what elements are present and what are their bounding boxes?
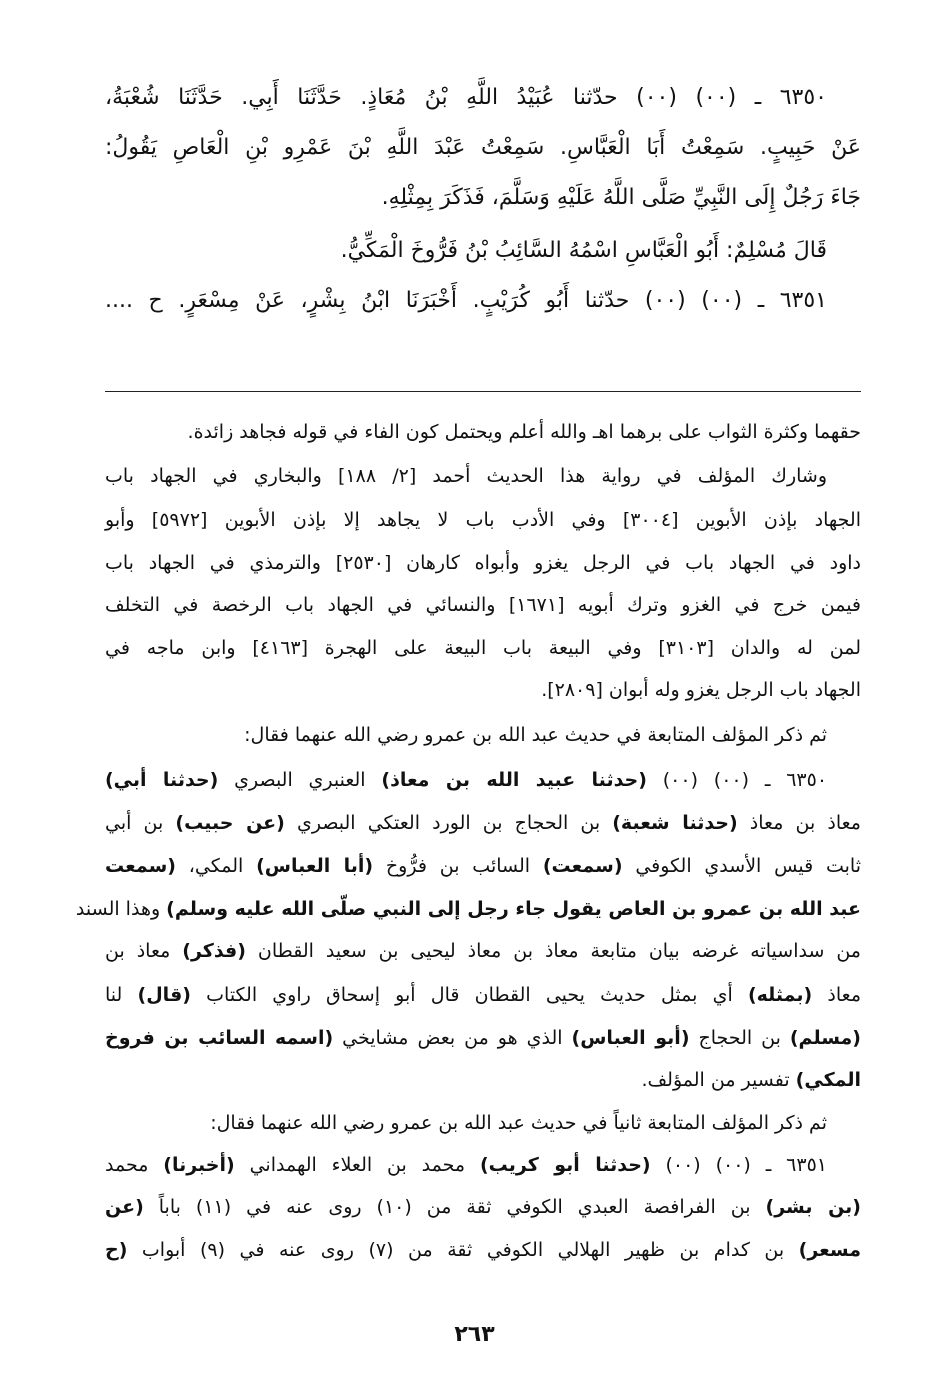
sharh-line [105, 457, 861, 495]
bold-quote-segment: (أخبرنا) [163, 1154, 235, 1176]
bold-quote-segment: (قال) [137, 984, 191, 1006]
bold-quote-segment: (حدثنا عبيد الله بن معاذ) [381, 769, 647, 791]
bold-quote-segment: (اسمه السائب بن فروخ [105, 1027, 334, 1049]
bold-quote-segment: (أبو العباس) [571, 1027, 690, 1049]
text-segment: ٦٣٥١ ـ (٠٠) (٠٠) حدّثنا أَبُو كُرَيْبٍ. أَخْبَرَنَا ابْنُ بِشْرٍ، عَنْ مِسْعَرٍ. ح .... [105, 288, 827, 313]
text-segment: معاذ بن معاذ [737, 812, 861, 834]
bold-quote-segment: (أبا العباس) [256, 855, 374, 877]
text-segment: لمن له والدان [٣١٠٣] وفي البيعة باب البيعة على الهجرة [٤١٦٣] وابن ماجه في [105, 637, 861, 659]
bold-quote-segment: (ح [105, 1239, 128, 1261]
sharh-line [105, 671, 861, 709]
text-segment: معاذ [812, 984, 862, 1006]
bold-quote-segment: (بمثله) [747, 984, 813, 1006]
sharh-line [105, 761, 861, 799]
text-segment: وهذا السند [75, 898, 167, 920]
page-number: ٢٦٣ [454, 1322, 495, 1347]
matn-line [105, 231, 861, 271]
bold-quote-segment: (عن حبيب) [175, 812, 285, 834]
sharh-line [75, 890, 861, 928]
text-segment: حقهما وكثرة الثواب على برهما اهـ والله أعلم ويحتمل كون الفاء في قوله فجاهد زائدة. [187, 421, 861, 443]
text-segment: قَالَ مُسْلِمٌ: أَبُو الْعَبَّاسِ اسْمُهُ السَّائِبُ بْنُ فَرُّوخَ الْمَكِّيُّ. [340, 238, 827, 263]
text-segment: بن الحجاج [689, 1027, 790, 1049]
text-segment: ثم ذكر المؤلف المتابعة في حديث عبد الله بن عمرو رضي الله عنهما فقال: [244, 724, 827, 746]
text-segment: لنا [105, 984, 138, 1006]
bold-quote-segment: (سمعت) [542, 855, 623, 877]
text-segment: ٦٣٥٠ ـ (٠٠) (٠٠) [646, 769, 828, 791]
sharh-line [105, 413, 861, 451]
text-segment: وشارك المؤلف في رواية هذا الحديث أحمد [٢/ ١٨٨] والبخاري في الجهاد باب [105, 465, 827, 487]
bold-quote-segment: (حدثنا شعبة) [612, 812, 738, 834]
matn-line [105, 128, 861, 168]
text-segment: تفسير من المؤلف. [641, 1069, 796, 1091]
text-segment: فيمن خرج في الغزو وترك أبويه [١٦٧١] والنسائي في الجهاد باب الرخصة في التخلف [105, 594, 862, 616]
sharh-line [105, 586, 861, 624]
text-segment: ثابت قيس الأسدي الكوفي [622, 855, 861, 877]
footnote-divider [105, 391, 861, 392]
sharh-line [105, 804, 861, 842]
bold-quote-segment: مسعر) [798, 1239, 861, 1261]
text-segment: من سداسياته غرضه بيان متابعة معاذ بن معاذ ليحيى بن سعيد القطان [245, 940, 861, 962]
text-segment: بن الحجاج بن الورد العتكي البصري [284, 812, 613, 834]
bold-quote-segment: المكي) [795, 1069, 861, 1091]
bold-quote-segment: (حدثنا أبو كريب) [479, 1154, 651, 1176]
text-segment: أي بمثل حديث يحيى القطان قال أبو إسحاق راوي الكتاب [190, 984, 748, 1006]
text-segment: محمد [105, 1154, 164, 1176]
bold-quote-segment: (فذكر) [182, 940, 246, 962]
bold-quote-segment: (حدثنا أبي) [105, 769, 219, 791]
sharh-line [105, 847, 861, 885]
matn-line [105, 281, 861, 321]
text-segment: ٦٣٥١ ـ (٠٠) (٠٠) [650, 1154, 827, 1176]
bold-quote-segment: (عن [105, 1196, 144, 1218]
matn-line [105, 178, 861, 218]
sharh-line [105, 629, 861, 667]
text-segment: ثم ذكر المؤلف المتابعة ثانياً في حديث عبد الله بن عمرو رضي الله عنهما فقال: [210, 1112, 827, 1134]
bold-quote-segment: (مسلم) [789, 1027, 861, 1049]
sharh-line [105, 544, 861, 582]
text-segment: جَاءَ رَجُلٌ إِلَى النَّبِيِّ صَلَّى اللَّهُ عَلَيْهِ وَسَلَّمَ، فَذَكَرَ بِمِثْلِهِ. [381, 185, 861, 210]
bold-quote-segment: عبد الله بن عمرو بن العاص يقول جاء رجل إلى النبي صلّى الله عليه وسلم) [166, 898, 861, 920]
text-segment: بن كدام بن ظهير الهلالي الكوفي ثقة من (٧) روى عنه في (٩) أبواب [127, 1239, 799, 1261]
text-segment: المكي، [175, 855, 257, 877]
text-segment: الذي هو من بعض مشايخي [333, 1027, 572, 1049]
sharh-line [105, 1104, 861, 1142]
text-segment: داود في الجهاد باب في الرجل يغزو وأبواه كارهان [٢٥٣٠] والترمذي في الجهاد باب [105, 552, 861, 574]
sharh-line [105, 976, 861, 1014]
text-segment: بن الفرافصة العبدي الكوفي ثقة من (١٠) روى عنه في (١١) باباً [143, 1196, 766, 1218]
sharh-line [105, 716, 861, 754]
sharh-line [105, 1188, 861, 1226]
bold-quote-segment: (سمعت [105, 855, 176, 877]
text-segment: ٦٣٥٠ ـ (٠٠) (٠٠) حدّثنا عُبَيْدُ اللَّهِ بْنُ مُعَاذٍ. حَدَّثَنَا أَبِي. حَدَّثَنَا شُعْبَةُ، [105, 85, 827, 110]
text-segment: بن أبي [105, 812, 176, 834]
sharh-line [105, 1061, 861, 1099]
text-segment: عَنْ حَبِيبٍ. سَمِعْتُ أَبَا الْعَبَّاسِ. سَمِعْتُ عَبْدَ اللَّهِ بْنَ عَمْرِو بْنِ الْعَاصِ يَقُولُ: [105, 135, 861, 160]
text-segment: الجهاد بإذن الأبوين [٣٠٠٤] وفي الأدب باب لا يجاهد إلا بإذن الأبوين [٥٩٧٢] وأبو [105, 509, 861, 531]
matn-line [105, 78, 861, 118]
bold-quote-segment: (بن بشر) [765, 1196, 861, 1218]
sharh-line [105, 932, 861, 970]
text-segment: السائب بن فرُّوخ [373, 855, 543, 877]
sharh-line [105, 1146, 861, 1184]
text-segment: معاذ بن [105, 940, 183, 962]
sharh-line [105, 1231, 861, 1269]
sharh-line [105, 1019, 861, 1057]
text-segment: الجهاد باب الرجل يغزو وله أبوان [٢٨٠٩]. [541, 679, 861, 701]
text-segment: محمد بن العلاء الهمداني [234, 1154, 480, 1176]
text-segment: العنبري البصري [218, 769, 382, 791]
sharh-line [105, 501, 861, 539]
